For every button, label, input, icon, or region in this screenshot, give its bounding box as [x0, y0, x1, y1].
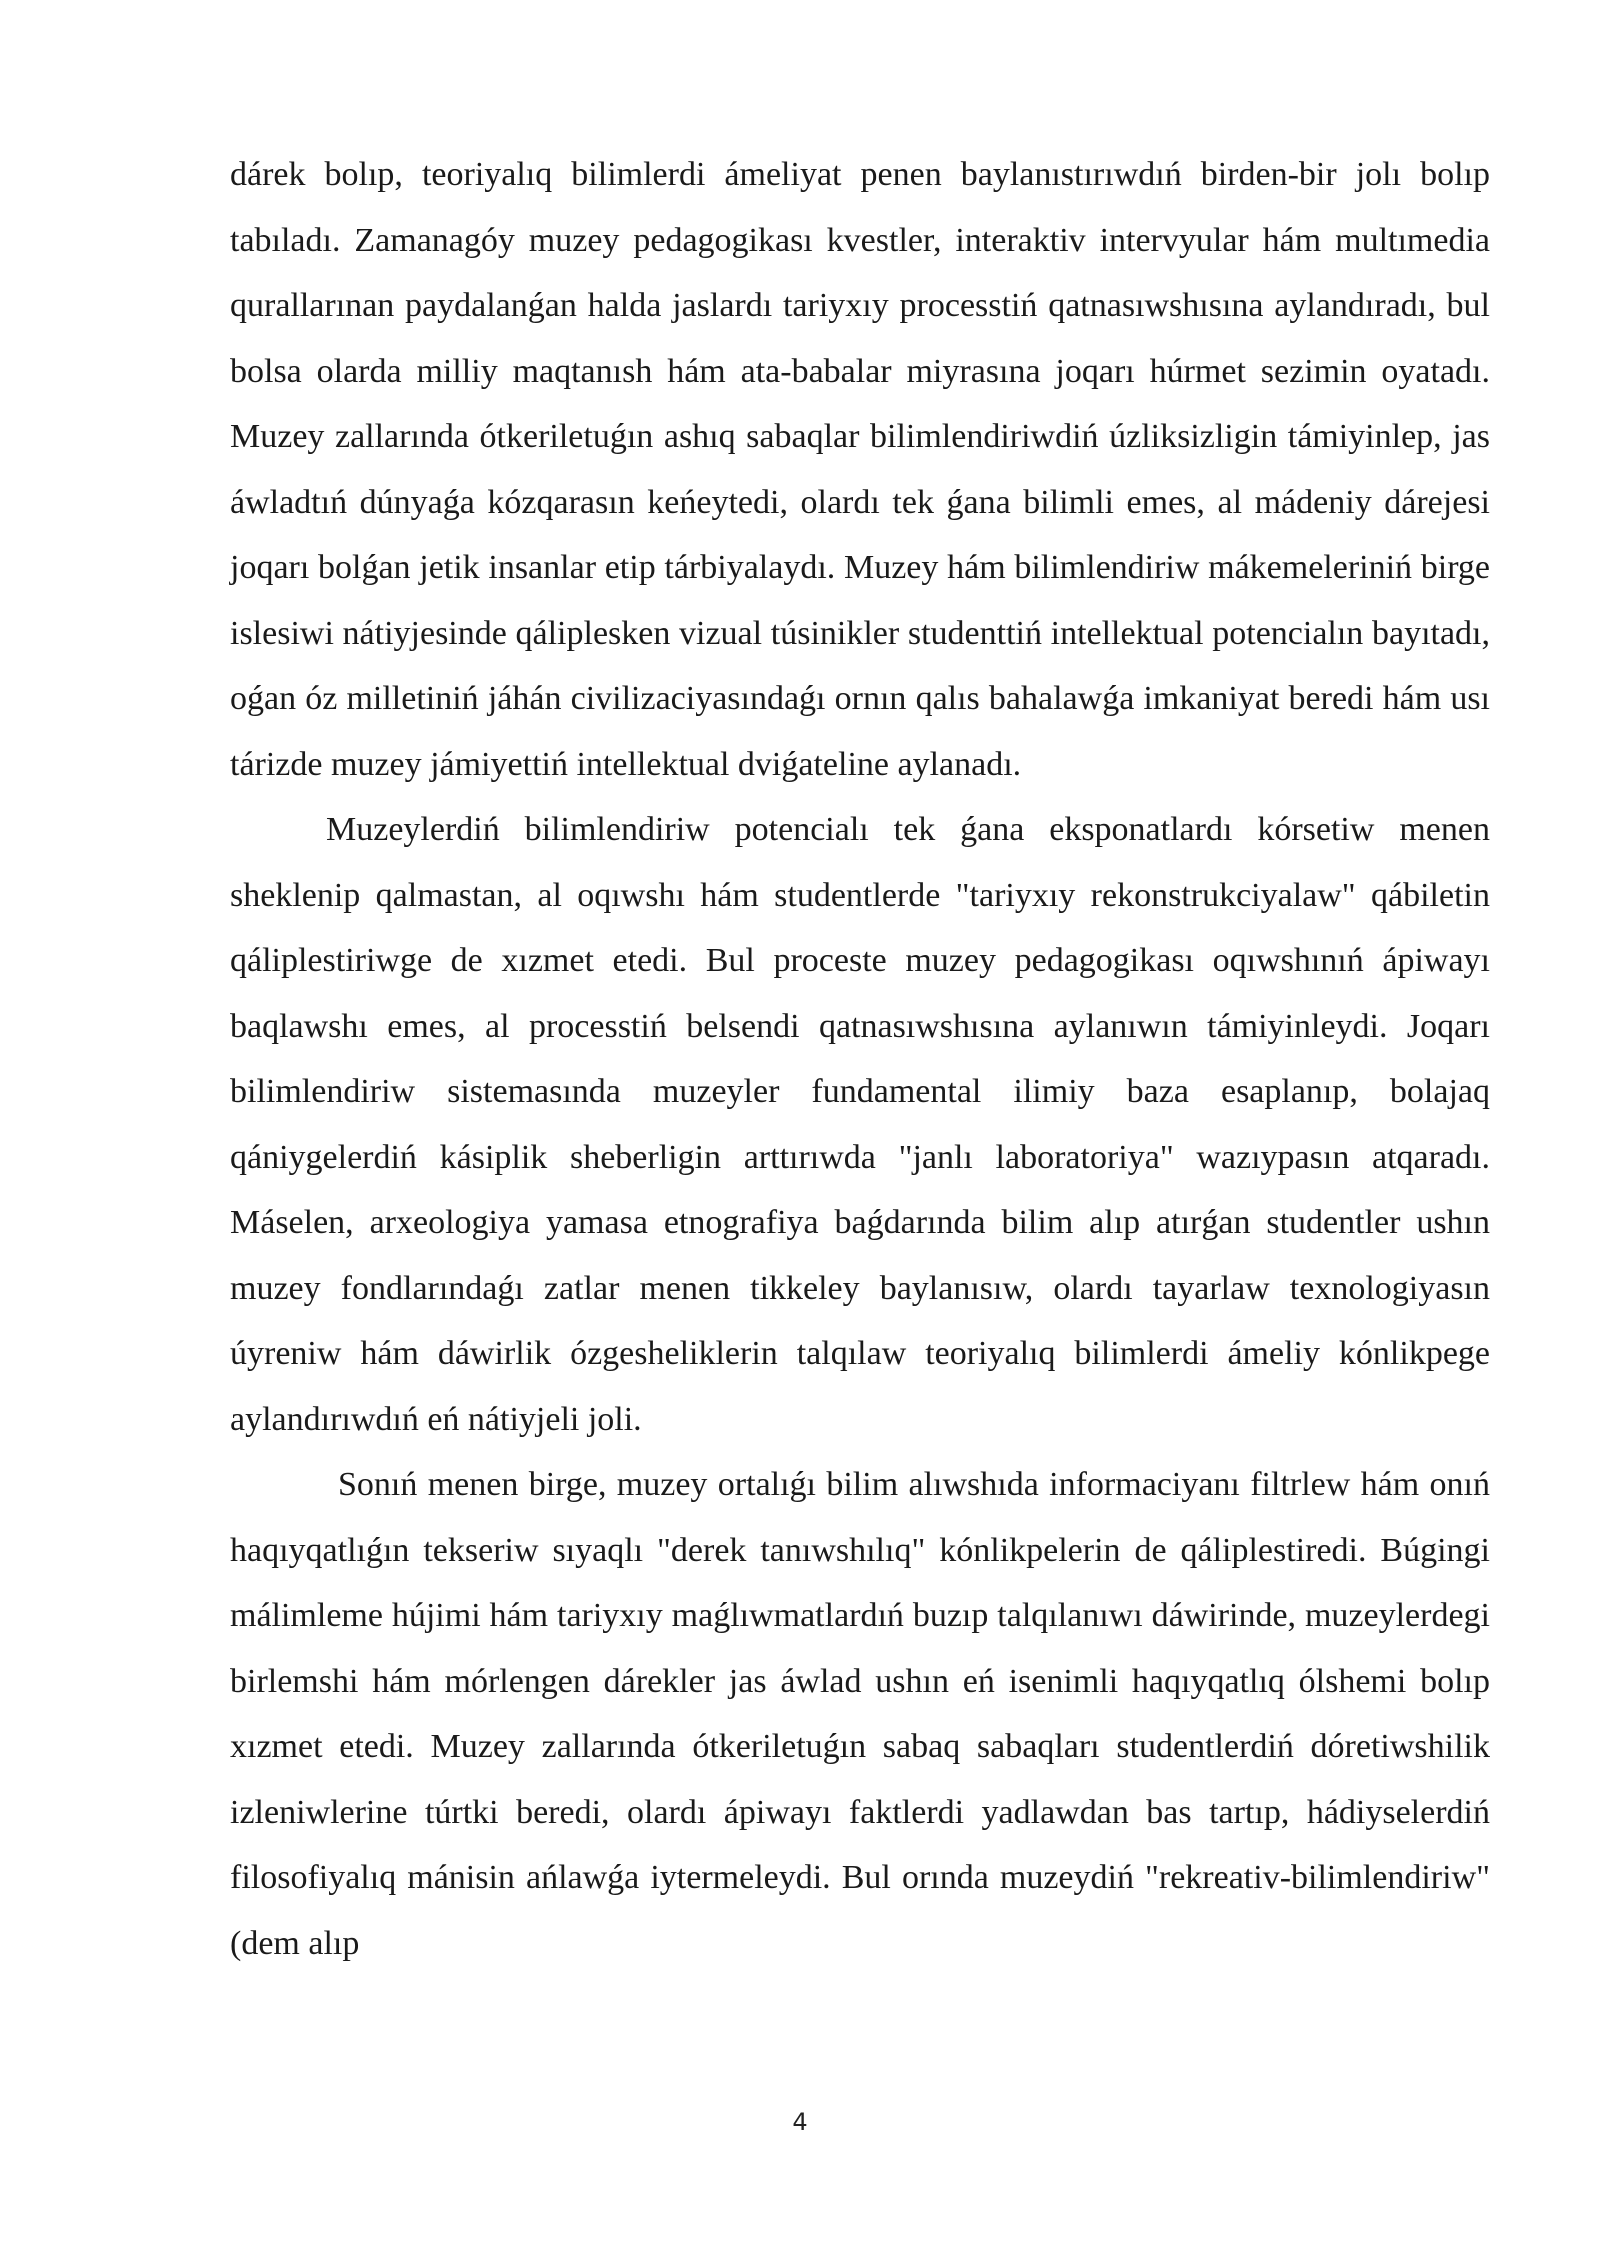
paragraph-2: Muzeylerdiń bilimlendiriw potencialı tek ǵana eksponatlardı kórsetiw menen sheklenip qalmastan, al oqıwshı hám studentlerde "tariyxıy rekonstrukciyalaw" qábiletin qáliplestiriwge de xızmet etedi. Bul proceste muzey pedagogikası oqıwshınıń ápiwayı baqlawshı emes, al processtiń belsendi qatnasıwshısına aylanıwın támiyinleydi. Joqarı bilimlendiriw sistemasında muzeyler fundamental ilimiy baza esaplanıp, bolajaq qániygelerdiń kásiplik sheberligin arttırıwda "janlı laboratoriya" wazıypasın atqaradı. Máselen, arxeologiya yamasa etnografiya baǵdarında bilim alıp atırǵan studentler ushın muzey fondlarındaǵı zatlar menen tikkeley baylanısıw, olardı tayarlaw texnologiyasın úyreniw hám dáwirlik ózgesheliklerin talqılaw teoriyalıq bilimlerdi ámeliy kónlikpege aylandırıwdıń eń nátiyjeli joli. — [230, 811, 1490, 1438]
paragraph-3: Sonıń menen birge, muzey ortalıǵı bilim alıwshıda informaciyanı filtrlew hám onıń haqıyqatlıǵın tekseriw sıyaqlı "derek tanıwshılıq" kónlikpelerin de qáliplestiredi. Búgingi málimleme hújimi hám tariyxıy maǵlıwmatlardıń buzıp talqılanıwı dáwirinde, muzeylerdegi birlemshi hám mórlengen dárekler jas áwlad ushın eń isenimli haqıyqatlıq ólshemi bolıp xızmet etedi. Muzey zallarında ótkeriletuǵın sabaq sabaqları studentlerdiń dóretiwshilik izleniwlerine túrtki beredi, olardı ápiwayı faktlerdi yadlawdan bas tartıp, hádiyselerdiń filosofiyalıq mánisin ańlawǵa iytermeleydi. Bul orında muzeydiń "rekreativ-bilimlendiriw" (dem alıp — [230, 1466, 1490, 1962]
page-number: 4 — [792, 2108, 808, 2136]
paragraph-1: dárek bolıp, teoriyalıq bilimlerdi ámeliyat penen baylanıstırıwdıń birden-bir jolı bolıp tabıladı. Zamanagóy muzey pedagogikası kvestler, interaktiv intervyular hám multımedia qurallarınan paydalanǵan halda jaslardı tariyxıy processtiń qatnasıwshısına aylandıradı, bul bolsa olarda milliy maqtanısh hám ata-babalar miyrasına joqarı húrmet sezimin oyatadı. Muzey zallarında ótkeriletuǵın ashıq sabaqlar bilimlendiriwdiń úzliksizligin támiyinlep, jas áwladtıń dúnyaǵa kózqarasın keńeytedi, olardı tek ǵana bilimli emes, al mádeniy dárejesi joqarı bolǵan jetik insanlar etip tárbiyalaydı. Muzey hám bilimlendiriw mákemeleriniń birge islesiwi nátiyjesinde qáliplesken vizual túsinikler studenttiń intellektual potencialın bayıtadı, oǵan óz milletiniń jáhán civilizaciyasındaǵı ornın qalıs bahalawǵa imkaniyat beredi hám usı tárizde muzey jámiyettiń intellektual dviǵateline aylanadı. — [230, 156, 1490, 783]
body-text — [230, 142, 1490, 1976]
